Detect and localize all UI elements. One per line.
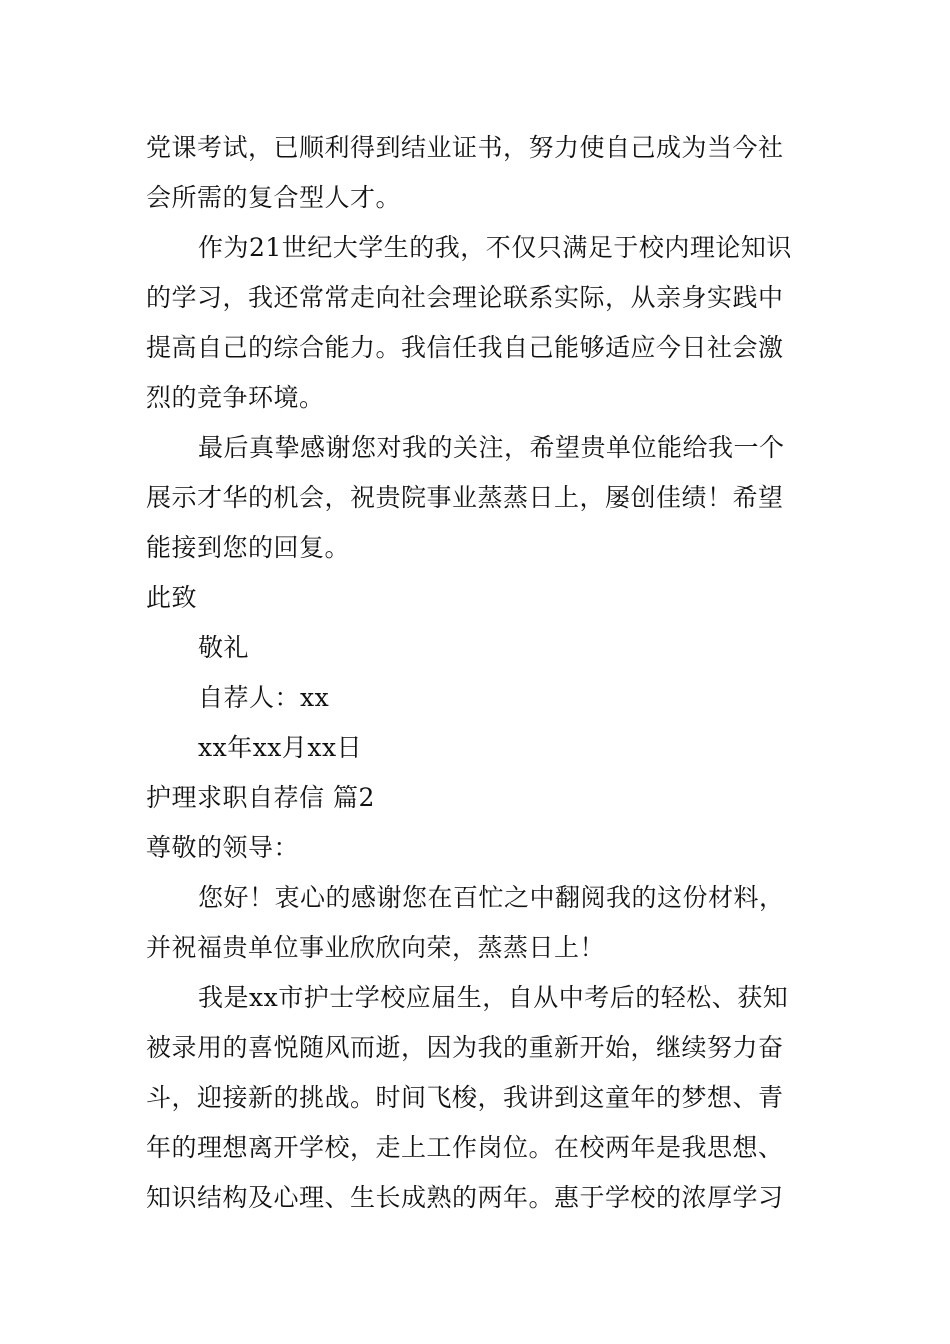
greeting-line: 尊敬的领导： bbox=[146, 833, 300, 862]
closing-salutation: 此致 bbox=[146, 583, 198, 612]
text-line: 我是xx市护士学校应届生，自从中考后的轻松、获知 bbox=[198, 983, 789, 1012]
date-line: xx年xx月xx日 bbox=[198, 733, 363, 762]
section-heading: 护理求职自荐信 篇2 bbox=[146, 783, 375, 812]
text-line: 作为21世纪大学生的我，不仅只满足于校内理论知识 bbox=[198, 233, 792, 262]
text-line: 展示才华的机会，祝贵院事业蒸蒸日上，屡创佳绩！希望 bbox=[146, 483, 784, 512]
text-line: 的学习，我还常常走向社会理论联系实际，从亲身实践中 bbox=[146, 283, 784, 312]
text-line: 最后真挚感谢您对我的关注，希望贵单位能给我一个 bbox=[198, 433, 785, 462]
text-line: 知识结构及心理、生长成熟的两年。惠于学校的浓厚学习 bbox=[146, 1183, 784, 1212]
text-line: 能接到您的回复。 bbox=[146, 533, 351, 562]
closing-regards: 敬礼 bbox=[198, 633, 250, 662]
text-line: 年的理想离开学校，走上工作岗位。在校两年是我思想、 bbox=[146, 1133, 784, 1162]
text-line: 会所需的复合型人才。 bbox=[146, 183, 402, 212]
text-line: 提高自己的综合能力。我信任我自己能够适应今日社会激 bbox=[146, 333, 784, 362]
text-line: 烈的竞争环境。 bbox=[146, 383, 325, 412]
text-line: 您好！衷心的感谢您在百忙之中翻阅我的这份材料， bbox=[198, 883, 785, 912]
text-line: 并祝福贵单位事业欣欣向荣，蒸蒸日上！ bbox=[146, 933, 606, 962]
signature-line: 自荐人：xx bbox=[198, 683, 330, 712]
text-line: 党课考试，已顺利得到结业证书，努力使自己成为当今社 bbox=[146, 133, 784, 162]
text-line: 斗，迎接新的挑战。时间飞梭，我讲到这童年的梦想、青 bbox=[146, 1083, 784, 1112]
text-line: 被录用的喜悦随风而逝，因为我的重新开始，继续努力奋 bbox=[146, 1033, 784, 1062]
